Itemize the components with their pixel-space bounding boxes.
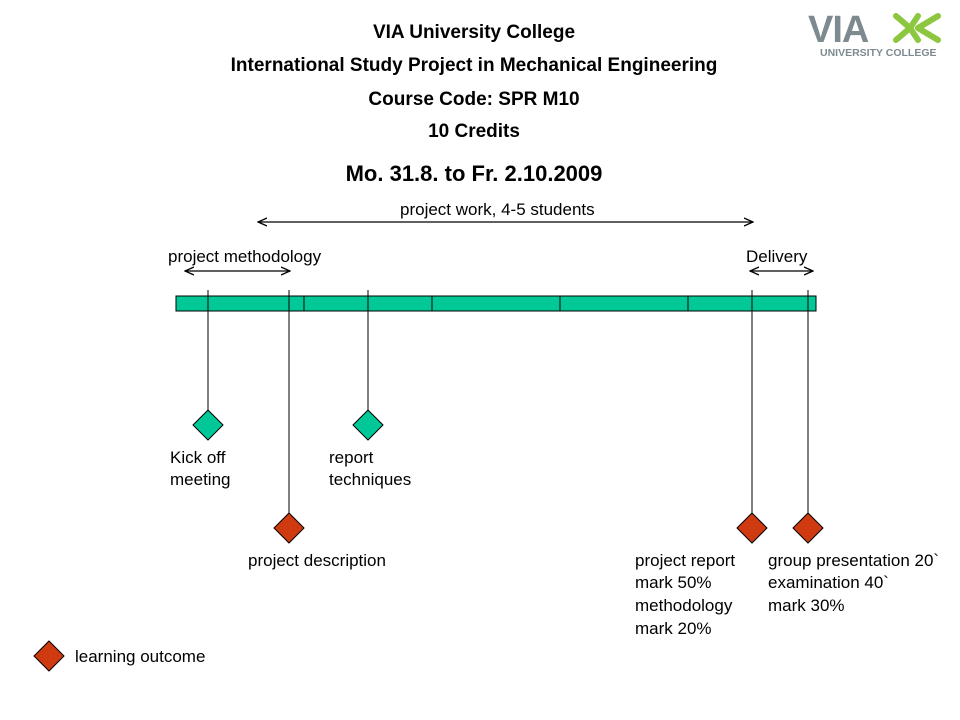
methodology-label: project methodology — [168, 247, 322, 266]
group-presentation-label-line-1: group presentation 20` — [768, 551, 940, 570]
project-report-label-line-3: methodology — [635, 596, 733, 615]
logo-subtitle: UNIVERSITY COLLEGE — [820, 47, 937, 59]
project-report-label-line-1: project report — [635, 551, 736, 570]
institution-title: VIA University College — [372, 22, 576, 43]
course-code: Course Code: SPR M10 — [368, 89, 580, 110]
project-report-label-line-4: mark 20% — [635, 619, 712, 638]
project-report-diamond — [737, 513, 767, 543]
timeline-bar — [176, 296, 816, 311]
group-presentation-label-line-3: mark 30% — [768, 596, 845, 615]
logo-wordmark: VIA — [808, 9, 869, 51]
kickoff-diamond — [193, 410, 223, 440]
credits: 10 Credits — [428, 121, 520, 142]
project-description-label: project description — [248, 551, 386, 570]
project-report-label-line-2: mark 50% — [635, 573, 712, 592]
kickoff-label-line-1: Kick off — [170, 448, 226, 467]
project-description-diamond — [274, 513, 304, 543]
report-techniques-diamond — [353, 410, 383, 440]
group-presentation-label-line-2: examination 40` — [768, 573, 889, 592]
report-techniques-label-line-2: techniques — [329, 470, 412, 489]
kickoff-label-line-2: meeting — [170, 470, 231, 489]
legend-diamond — [34, 641, 64, 671]
date-range: Mo. 31.8. to Fr. 2.10.2009 — [345, 161, 603, 186]
report-techniques-label-line-1: report — [329, 448, 374, 467]
group-presentation-diamond — [793, 513, 823, 543]
delivery-label: Delivery — [746, 247, 808, 266]
project-work-label: project work, 4-5 students — [400, 200, 595, 219]
project-title: International Study Project in Mechanical Engineering — [230, 55, 718, 76]
legend-label: learning outcome — [75, 647, 206, 666]
